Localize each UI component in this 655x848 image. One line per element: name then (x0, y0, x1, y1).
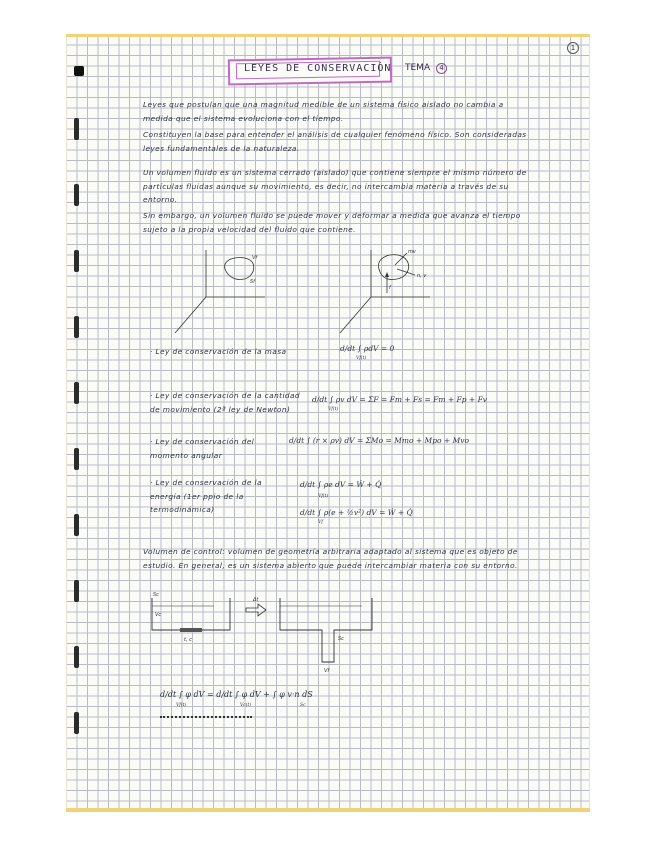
paragraph-control-volume: Volumen de control: volumen de geometría arbitraria adaptado al sistema que es objeto de estudio. En general, es un sistema abierto que puede intercambiar materia con su entorno. (143, 547, 518, 570)
dt-label: Δt (253, 597, 259, 603)
law-energy-label: · Ley de conservación de la energía (1er ppio de la termodinámica) (150, 478, 262, 514)
binder-hole (74, 66, 84, 76)
sc2-label: Sc (338, 636, 344, 642)
sc-label: Sc (153, 592, 159, 598)
force-label: f (389, 285, 391, 291)
binder-hole (74, 118, 79, 140)
law-mass-equation: d/dt ∫ ρdV = 0 (340, 344, 395, 353)
law-mass-label: · Ley de conservación de la masa (150, 347, 287, 356)
law-angular-label: · Ley de conservación del momento angular (150, 437, 255, 460)
paragraph-basis: Constituyen la base para entender el análisis de cualquier fenómeno físico. Son consideradas leyes fundamentales de la naturaleza. (143, 130, 527, 153)
control-volume-figure (150, 590, 380, 680)
law-mass-subscript: Vf(t) (356, 356, 367, 361)
law-energy-equation-1: d/dt ∫ ρe dV = Ẇ + Q̇ (300, 480, 382, 489)
vf-label: Vf (252, 255, 258, 261)
rtt-subscript-left: Vf(t) (176, 703, 187, 708)
paragraph-moving-volume: Sin embargo, un volumen fluido se puede mover y deformar a medida que avanza el tiempo sujeto a la propia velocidad del fluido que contiene. (143, 211, 521, 234)
paragraph-fluid-volume: Un volumen fluido es un sistema cerrado (aislado) que contiene siempre el mismo número de partículas fluidas aunque su movimiento, es decir, no intercambia materia a través de su entorno. (143, 168, 527, 204)
topic-label (405, 63, 447, 74)
equation-underline (160, 710, 252, 718)
sf-label: Sf (250, 279, 255, 285)
law-momentum-equation: d/dt ∫ ρv dV = ΣF = Fm + Fs = Fm + Fp + Fv (312, 395, 488, 404)
fluid-volume-axes-figure (170, 245, 270, 340)
sheet-bottom-edge (66, 808, 590, 812)
page-title: LEYES DE CONSERVACIÓN (244, 63, 392, 74)
binder-hole (74, 382, 79, 404)
law-energy-equation-2: d/dt ∫ ρ(e + ½v²) dV = Ẇ + Q̇ (300, 508, 413, 517)
vc-label: Vc (155, 612, 162, 618)
topic-word: TEMA (405, 63, 431, 73)
binder-hole (74, 580, 79, 602)
binder-hole (74, 712, 79, 734)
fluid-volume-forces-figure (335, 245, 445, 340)
sheet-top-edge (66, 34, 590, 37)
binder-hole (74, 316, 79, 338)
paragraph-definition: Leyes que postulan que una magnitud medible de un sistema físico aislado no cambia a medida que el sistema evoluciona con el tiempo. (143, 100, 504, 123)
law-energy-subscript-1: Vf(t) (318, 494, 329, 499)
rtt-subscript-right: Sc (300, 703, 306, 708)
rtt-subscript-mid: Vc(t) (240, 703, 252, 708)
topic-number: 4 (436, 63, 447, 74)
law-angular-equation: d/dt ∫ (r × ρv) dV = ΣMo = Mmo + Mpo + Mvo (289, 436, 469, 445)
binder-hole (74, 250, 79, 272)
law-momentum-subscript: Vf(t) (328, 407, 339, 412)
binder-hole (74, 184, 79, 206)
nv-label: n, v (417, 273, 427, 279)
binder-hole (74, 514, 79, 536)
mv-label: mv (408, 249, 416, 255)
vf2-label: Vf (324, 668, 330, 674)
reynolds-transport-equation: d/dt ∫ φ dV = d/dt ∫ φ dV + ∫ φ v·n dS (160, 690, 313, 699)
page-number: 1 (567, 42, 579, 54)
t-label: t, c (184, 637, 192, 643)
binder-hole (74, 646, 79, 668)
binder-hole (74, 448, 79, 470)
law-energy-subscript-2: Vf (318, 520, 323, 525)
law-momentum-label: · Ley de conservación de la cantidad de movimiento (2ª ley de Newton) (150, 391, 301, 414)
